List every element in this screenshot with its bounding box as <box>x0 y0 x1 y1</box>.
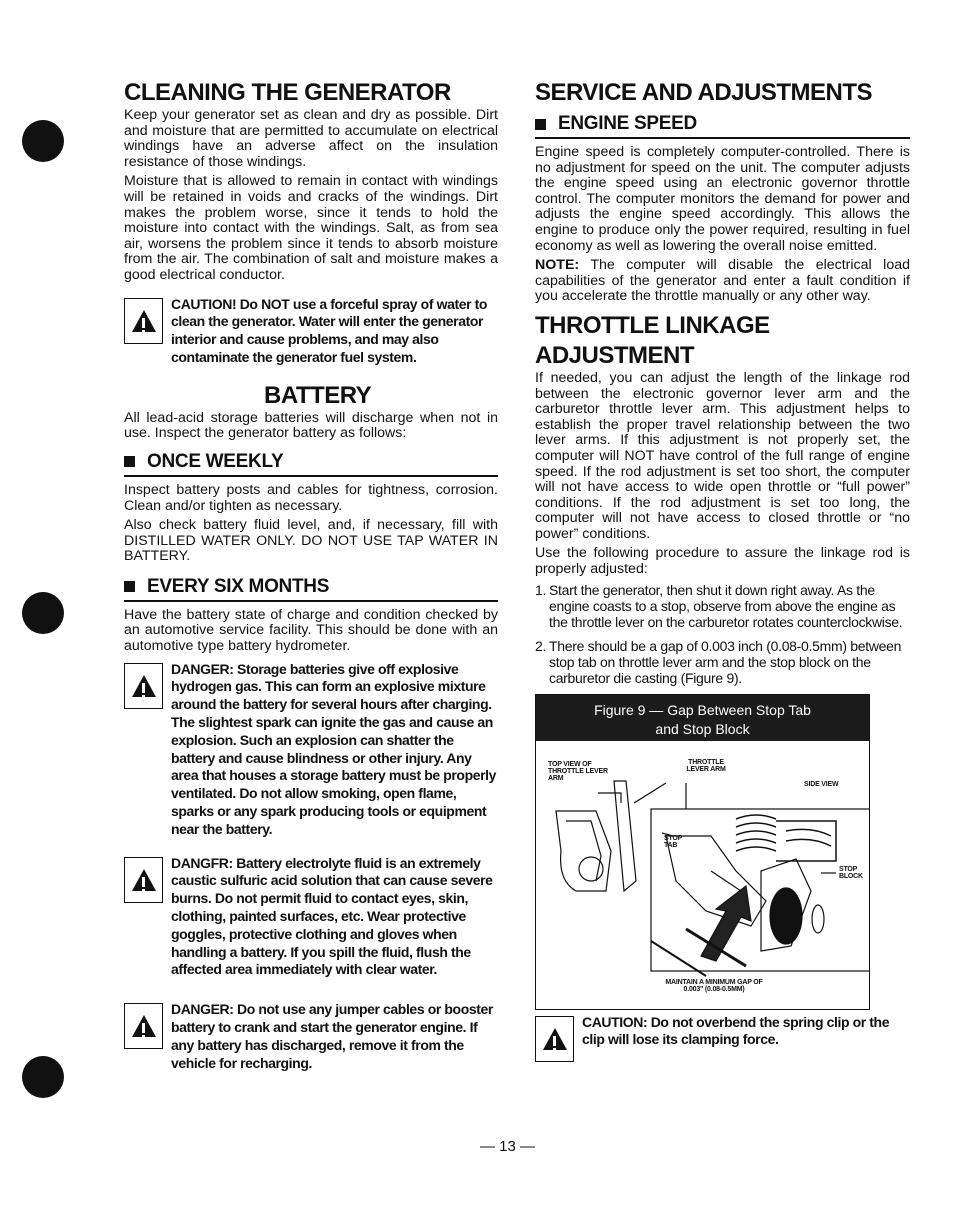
figure-9 <box>535 694 870 1010</box>
once-weekly-heading <box>124 450 498 477</box>
step-text: Start the generator, then shut it down right away. As the engine coasts to a stop, observe from above the engine as the throttle lever on the carburetor rotates counterclockwise. <box>549 581 903 630</box>
danger-explosive-gas <box>124 661 498 839</box>
danger-jumper-cables-text: DANGER: Do not use any jumper cables or booster battery to crank and start the generator engine. If any battery has discharged, remove it from the vehicle for recharging. <box>171 1001 493 1071</box>
engine-speed-paragraph: Engine speed is completely computer-controlled. There is no adjustment for speed on the unit. The computer adjusts the engine speed using an electronic governor throttle control. The computer monitors the demand for power and adjusts the engine speed accordingly. This allows the engine to produce only the power required, resulting in fuel economy as well as lowering the overall noise emitted. <box>535 144 910 254</box>
figure-caption <box>536 695 869 741</box>
caution-spring-clip-text: CAUTION: Do not overbend the spring clip or the clip will lose its clamping force. <box>582 1013 890 1048</box>
caution-water-spray <box>124 296 498 367</box>
label-side-view: SIDE VIEW <box>804 780 839 788</box>
warning-triangle-icon <box>124 1003 163 1049</box>
right-column <box>535 72 910 1074</box>
note-label: NOTE: <box>535 257 580 274</box>
warning-triangle-icon <box>124 663 163 709</box>
cleaning-heading: CLEANING THE GENERATOR <box>124 79 451 106</box>
label-top-view: TOP VIEW OF THROTTLE LEVER ARM <box>548 760 608 782</box>
danger-jumper-cables <box>124 1001 498 1072</box>
battery-paragraph-1: All lead-acid storage batteries will discharge when not in use. Inspect the generator battery as follows: <box>124 409 498 442</box>
bullet-square-icon <box>124 581 135 592</box>
bullet-square-icon <box>535 119 546 130</box>
engine-speed-note <box>535 258 910 305</box>
warning-triangle-icon <box>124 298 163 344</box>
page-number: — 13 — <box>480 1138 536 1155</box>
throttle-paragraph-2: Use the following procedure to assure the linkage rod is properly adjusted: <box>535 545 910 578</box>
once-weekly-paragraph-2: Also check battery fluid level, and, if necessary, fill with DISTILLED WATER ONLY. DO NOT USE TAP WATER IN BATTERY. <box>124 517 498 565</box>
every-six-months-label: EVERY SIX MONTHS <box>147 575 330 597</box>
procedure-step <box>535 582 910 630</box>
step-text: There should be a gap of 0.003 inch (0.08-0.5mm) between stop tab on throttle lever arm and the stop block on the carburetor die casting (Figure 9). <box>549 637 902 686</box>
step-number: 2. <box>535 637 547 654</box>
procedure-steps <box>535 582 910 686</box>
battery-heading: BATTERY <box>264 381 372 409</box>
danger-electrolyte <box>124 855 498 980</box>
throttle-linkage-drawing <box>536 741 869 1009</box>
label-stop-tab: STOP TAB <box>664 834 683 849</box>
danger-electrolyte-text: DANGFR: Battery electrolyte fluid is an extremely caustic sulfuric acid solution that can cause severe burns. Do not permit fluid to contact eyes, skin, clothing, painted surfaces, etc. Wear protective goggles, protective clothing and gloves when handling a battery. If you spill the fluid, flush the affected area immediately with clear water. <box>171 854 493 978</box>
every-six-months-paragraph: Have the battery state of charge and condition checked by an automotive service facility. This should be done with an automotive type battery hydrometer. <box>124 606 498 655</box>
left-column <box>124 72 498 1084</box>
figure-caption-line-1: Figure 9 — Gap Between Stop Tab <box>594 701 811 718</box>
warning-triangle-icon <box>124 857 163 903</box>
throttle-heading: THROTTLE LINKAGE ADJUSTMENT <box>535 311 770 369</box>
bullet-square-icon <box>124 456 135 467</box>
step-number: 1. <box>535 581 547 598</box>
caution-spring-clip <box>535 1014 910 1062</box>
caution-water-spray-text: CAUTION! Do NOT use a forceful spray of water to clean the generator. Water will enter the generator interior and cause problems, and may also contaminate the generator fuel system. <box>171 295 488 365</box>
note-text: The computer will disable the electrical load capabilities of the generator and enter a fault condition if you accelerate the throttle manually or any other way. <box>535 257 910 305</box>
service-heading: SERVICE AND ADJUSTMENTS <box>535 79 872 106</box>
cleaning-paragraph-1: Keep your generator set as clean and dry as possible. Dirt and moisture that are permitted to accumulate on electrical windings have an adverse affect on the insulation resistance of those windings. <box>124 107 498 170</box>
procedure-step <box>535 638 910 686</box>
once-weekly-label: ONCE WEEKLY <box>147 450 284 472</box>
once-weekly-paragraph-1: Inspect battery posts and cables for tightness, corrosion. Clean and/or tighten as necessary. <box>124 481 498 514</box>
binder-hole-top <box>22 120 64 162</box>
binder-hole-middle <box>22 592 64 634</box>
label-maintain-gap: MAINTAIN A MINIMUM GAP OF 0.003" (0.08-0.5MM) <box>665 978 763 993</box>
figure-caption-line-2: and Stop Block <box>655 720 750 737</box>
cleaning-paragraph-2: Moisture that is allowed to remain in contact with windings will be retained in voids and cracks of the windings. Dirt makes the problem worse, since it tends to hold the moisture into contact with the windings. Salt, as from sea air, worsens the problem since it tends to absorb moisture from the air. The combination of salt and moisture makes a good electrical conductor. <box>124 173 498 283</box>
warning-triangle-icon <box>535 1016 574 1062</box>
engine-speed-heading <box>535 112 910 139</box>
engine-speed-label: ENGINE SPEED <box>558 113 697 134</box>
label-throttle-lever-arm: THROTTLE LEVER ARM <box>686 758 726 773</box>
label-stop-block: STOP BLOCK <box>839 865 863 880</box>
throttle-paragraph-1: If needed, you can adjust the length of the linkage rod between the electronic governor lever arm and the carburetor throttle lever arm. This adjustment helps to establish the proper travel relationship between the two lever arms. If this adjustment is not properly set, the computer will NOT have control of the full range of engine speed. If the rod adjustment is set too short, the computer will not have access to wide open throttle or “full power” conditions. If the rod adjustment is set too long, the computer will not have access to closed throttle or “no power” conditions. <box>535 369 910 542</box>
danger-explosive-gas-text: DANGER: Storage batteries give off explosive hydrogen gas. This can form an explosive mixture around the battery for several hours after charging. The slightest spark can ignite the gas and cause an explosion. Such an explosion can shatter the battery and cause blindness or other injury. Any area that houses a storage battery must be properly ventilated. Do not allow smoking, open flame, sparks or any spark producing tools or equipment near the battery. <box>171 660 497 837</box>
every-six-months-heading <box>124 575 498 602</box>
binder-hole-bottom <box>22 1056 64 1098</box>
